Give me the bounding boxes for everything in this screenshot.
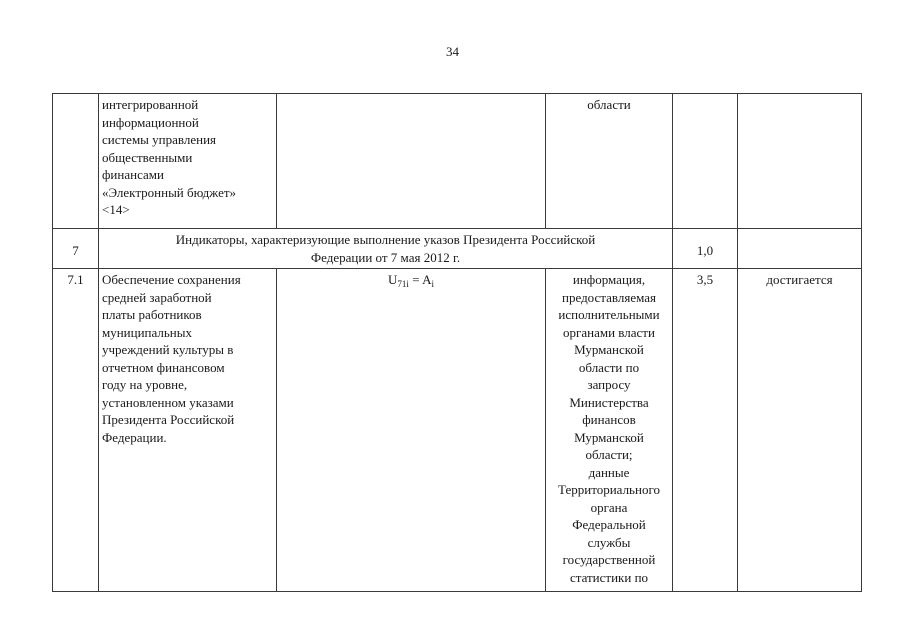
source-text: информация, предоставляемая исполнительными органами власти Мурманской области по запросу Министерства финансов Мурманской области; данные Территориального органа Федеральной службы государственной статистики по xyxy=(558,272,660,585)
section-heading-text: Индикаторы, характеризующие выполнение указов Президента Российской Федерации от 7 мая 2012 г. xyxy=(175,232,596,265)
table-row xyxy=(53,269,862,592)
formula-lhs: U xyxy=(388,272,398,287)
section-weight-value: 1,0 xyxy=(673,229,738,269)
section-number: 7 xyxy=(53,229,99,269)
status-cell: достигается xyxy=(738,269,862,592)
formula-lhs-subscript: 71i xyxy=(397,279,409,289)
data-source xyxy=(546,94,673,229)
row-number: 7.1 xyxy=(53,269,99,592)
weight-value xyxy=(673,94,738,229)
formula-equals: = xyxy=(408,272,423,287)
formula-cell xyxy=(277,94,546,229)
description-text: интегрированной информационной системы управления общественными финансами «Электронный бюджет» <14> xyxy=(102,97,237,217)
indicator-description xyxy=(99,269,277,592)
formula-rhs-subscript: i xyxy=(431,279,434,289)
weight-value: 3,5 xyxy=(673,269,738,592)
page-number: 34 xyxy=(446,44,459,59)
row-number xyxy=(53,94,99,229)
table-row xyxy=(53,94,862,229)
section-status-cell xyxy=(738,229,862,269)
section-row xyxy=(53,229,862,269)
data-source xyxy=(546,269,673,592)
section-heading xyxy=(99,229,673,269)
formula-rhs: A xyxy=(422,272,432,287)
source-text: области xyxy=(587,97,631,112)
indicators-table xyxy=(52,93,862,592)
status-cell xyxy=(738,94,862,229)
indicator-description xyxy=(99,94,277,229)
description-text: Обеспечение сохранения средней заработной платы работников муниципальных учреждений культуры в отчетном финансовом году на уровне, установленном указами Президента Российской Федерации. xyxy=(102,272,241,445)
formula-cell xyxy=(277,269,546,592)
